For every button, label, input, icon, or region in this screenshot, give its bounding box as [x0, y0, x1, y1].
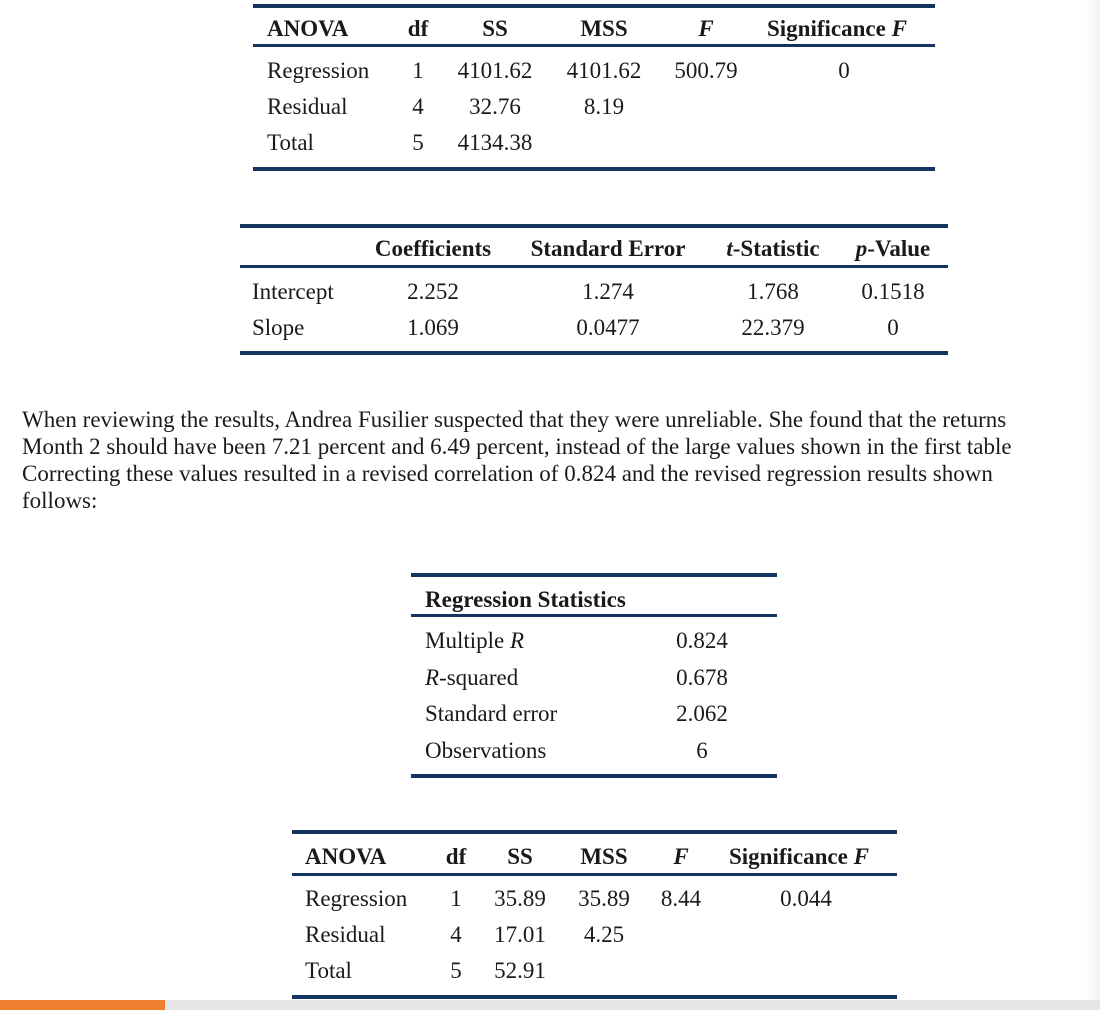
cell-mss: 4101.62 — [566, 58, 642, 83]
cell-f: 500.79 — [674, 58, 738, 83]
header-f: F — [698, 16, 714, 41]
table-bottom-rule — [253, 167, 935, 171]
row-label: Total — [267, 130, 314, 155]
table-bottom-rule — [240, 351, 948, 355]
cell-ss: 4101.62 — [457, 58, 533, 83]
body-paragraph — [22, 406, 1100, 514]
horizontal-scrollbar-track[interactable] — [0, 1000, 1100, 1010]
stat-label-standard-error: Standard error — [425, 701, 558, 726]
cell-standard-error: 0.0477 — [576, 315, 640, 340]
stat-label-r-squared: R-squared — [425, 665, 519, 690]
header-coefficients: Coefficients — [374, 236, 492, 261]
header-t-statistic: t-Statistic — [726, 236, 820, 261]
cell-df: 5 — [450, 958, 462, 983]
cell-ss: 35.89 — [494, 886, 546, 911]
cell-ss: 17.01 — [494, 922, 546, 947]
paragraph-line: Month 2 should have been 7.21 percent and 6.49 percent, instead of the large values shown in the first table — [22, 434, 1012, 459]
cell-coefficient: 2.252 — [407, 279, 459, 304]
cell-df: 1 — [450, 886, 462, 911]
cell-p-value: 0 — [887, 315, 899, 340]
stat-value: 6 — [696, 738, 708, 763]
cell-ss: 32.76 — [469, 94, 521, 119]
cell-mss: 4.25 — [583, 922, 625, 947]
header-ss: SS — [482, 16, 508, 41]
cell-p-value: 0.1518 — [861, 279, 925, 304]
header-anova: ANOVA — [267, 16, 349, 41]
header-ss: SS — [507, 844, 533, 869]
paragraph-line: When reviewing the results, Andrea Fusilier suspected that they were unreliable. She found that the returns — [22, 407, 1007, 432]
table-bottom-rule — [411, 774, 777, 778]
paragraph-line: Correcting these values resulted in a revised correlation of 0.824 and the revised regression results shown — [22, 461, 993, 486]
cell-ss: 4134.38 — [457, 130, 533, 155]
header-significance-f: Significance F — [729, 844, 869, 869]
stat-label-multiple-r: Multiple R — [425, 628, 525, 653]
header-rule — [411, 614, 777, 617]
stat-label-observations: Observations — [425, 738, 547, 763]
cell-df: 1 — [412, 58, 424, 83]
table-top-rule — [253, 4, 935, 8]
cell-standard-error: 1.274 — [582, 279, 634, 304]
row-label: Regression — [267, 58, 370, 83]
header-p-value: p-Value — [855, 236, 931, 261]
cell-df: 4 — [450, 922, 462, 947]
header-rule — [292, 873, 897, 876]
stat-value: 0.678 — [676, 665, 728, 690]
cell-significance-f: 0.044 — [780, 886, 832, 911]
header-rule — [240, 265, 948, 268]
row-label: Total — [305, 958, 352, 983]
stat-value: 2.062 — [676, 701, 728, 726]
row-label: Regression — [305, 886, 408, 911]
table-bottom-rule — [292, 995, 897, 999]
table-top-rule — [411, 573, 777, 577]
header-mss: MSS — [580, 844, 628, 869]
row-label: Residual — [267, 94, 348, 119]
paragraph-line: follows: — [22, 488, 98, 513]
header-standard-error: Standard Error — [530, 236, 686, 261]
row-label: Intercept — [252, 279, 334, 304]
header-t-statistic-text: -Statistic — [732, 236, 820, 261]
table-top-rule — [292, 830, 897, 834]
cell-mss: 8.19 — [583, 94, 625, 119]
cell-df: 4 — [412, 94, 424, 119]
header-df: df — [445, 844, 467, 869]
header-significance-f: Significance F — [767, 16, 907, 41]
stat-value: 0.824 — [676, 628, 728, 653]
header-f: F — [673, 844, 689, 869]
cell-significance-f: 0 — [838, 58, 850, 83]
cell-mss: 35.89 — [578, 886, 630, 911]
cell-df: 5 — [412, 130, 424, 155]
header-anova: ANOVA — [305, 844, 387, 869]
row-label: Residual — [305, 922, 386, 947]
cell-ss: 52.91 — [494, 958, 546, 983]
cell-f: 8.44 — [660, 886, 702, 911]
header-mss: MSS — [580, 16, 628, 41]
horizontal-scrollbar-thumb[interactable] — [0, 1000, 165, 1010]
row-label: Slope — [252, 315, 305, 340]
cell-t-statistic: 22.379 — [741, 315, 805, 340]
header-regression-statistics: Regression Statistics — [425, 587, 626, 612]
table-top-rule — [240, 224, 948, 228]
cell-t-statistic: 1.768 — [747, 279, 799, 304]
header-rule — [253, 44, 935, 47]
right-edge-shadow — [1086, 0, 1100, 1000]
header-df: df — [407, 16, 429, 41]
cell-coefficient: 1.069 — [407, 315, 459, 340]
